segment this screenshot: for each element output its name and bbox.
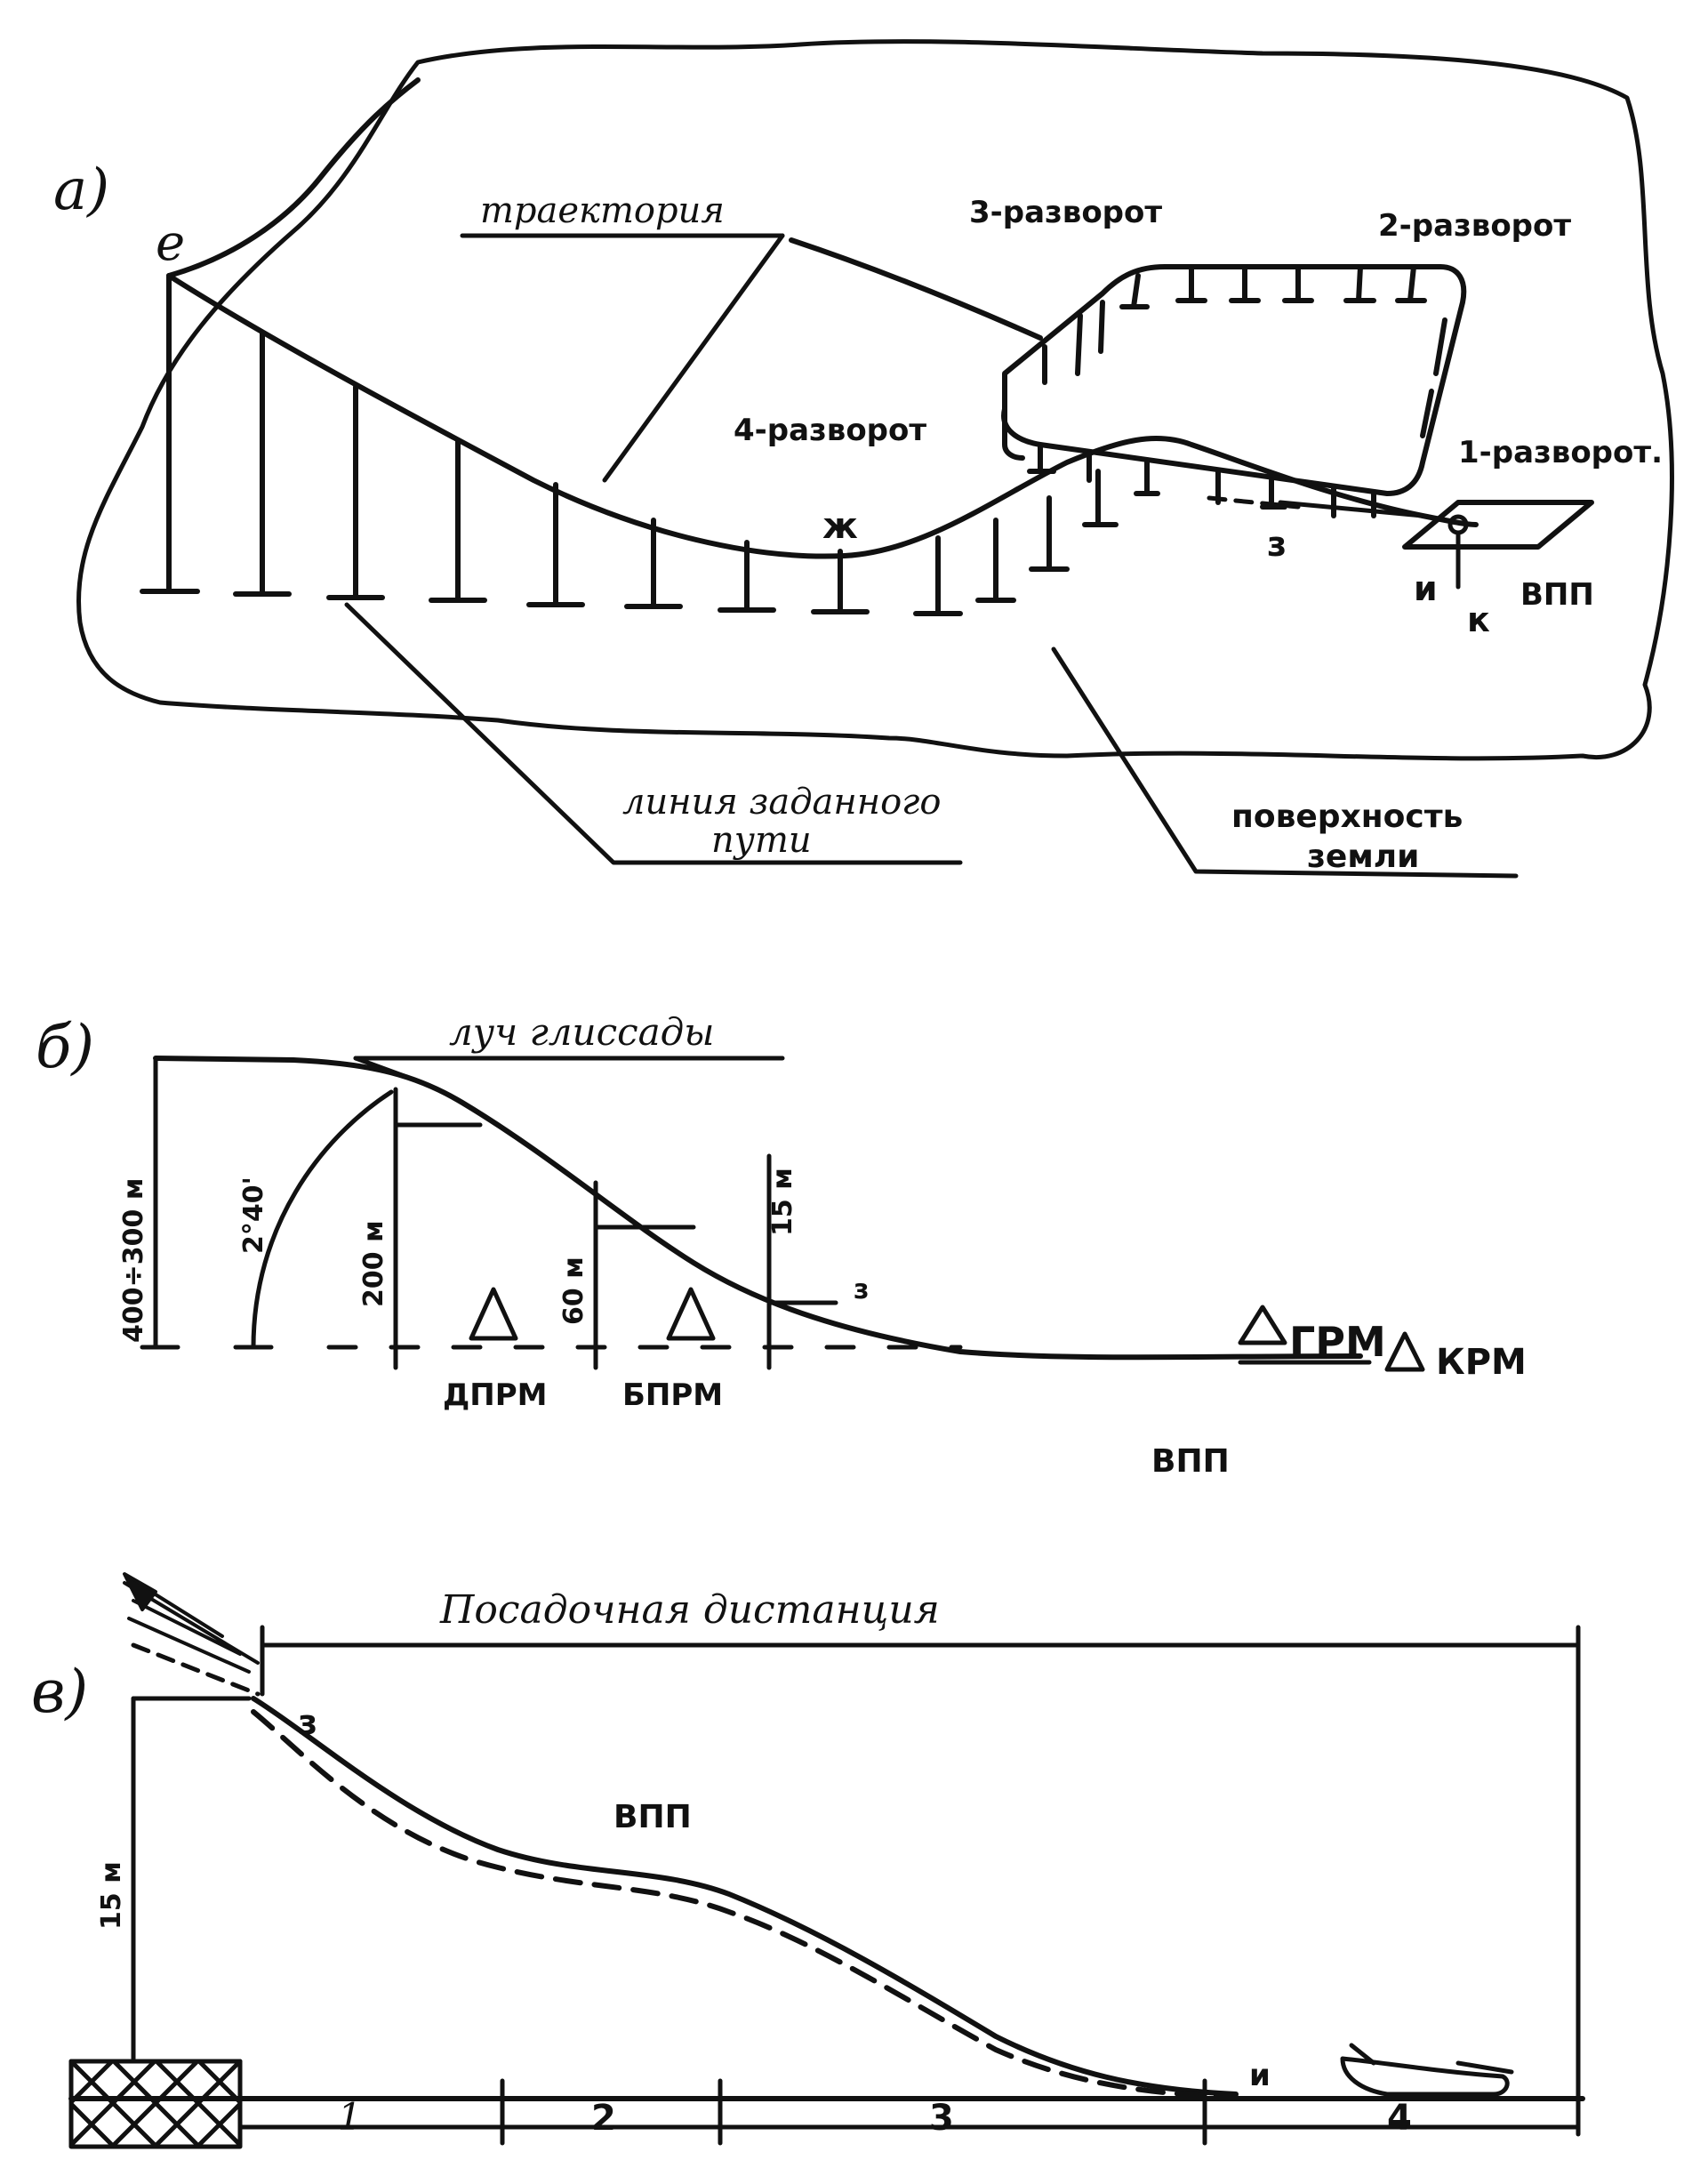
dprm-beacon <box>471 1289 516 1338</box>
point-z-b-label: з <box>854 1274 870 1305</box>
panel-a <box>53 42 1672 876</box>
height-label: 15 м <box>96 1861 127 1930</box>
descent-profile <box>156 1058 1360 1357</box>
trajectory-upper <box>791 240 1040 338</box>
krm-beacon <box>1387 1334 1423 1369</box>
path-label-2: пути <box>711 820 812 861</box>
runway-a-label: ВПП <box>1520 577 1594 613</box>
trajectory-label: траектория <box>480 190 725 231</box>
glide-beam-label: луч глиссады <box>449 1010 715 1054</box>
panel-a-letter: а) <box>53 157 110 223</box>
aircraft-end <box>1343 2045 1512 2094</box>
angle-arc <box>253 1092 391 1347</box>
landing-distance-label: Посадочная дистанция <box>440 1587 940 1633</box>
grm-label: ГРМ <box>1289 1318 1386 1366</box>
segment-1: 1 <box>338 2095 362 2139</box>
ground-hatch <box>71 2061 240 2147</box>
point-z-label: з <box>1267 525 1287 564</box>
point-zh-label: ж <box>822 506 858 547</box>
h200-label: 200 м <box>358 1220 389 1307</box>
turn-2-label: 2-разворот <box>1378 208 1572 244</box>
point-e-label: е <box>156 214 186 272</box>
dprm-label: ДПРМ <box>443 1377 548 1413</box>
turn-4-label: 4-разворот <box>734 413 927 448</box>
segment-4: 4 <box>1387 2098 1412 2139</box>
bprm-label: БПРМ <box>622 1377 724 1413</box>
panel-a-outline <box>78 42 1672 759</box>
surface-label-1: поверхность <box>1231 799 1463 835</box>
point-z-c-label: з <box>298 1703 318 1742</box>
aircraft-start <box>124 1574 258 1672</box>
turn-1-label: 1-разворот. <box>1458 435 1663 470</box>
panel-b <box>36 1010 1527 1480</box>
runway-c-label: ВПП <box>613 1799 692 1835</box>
segment-3: 3 <box>929 2098 954 2139</box>
alt-range-label: 400÷300 м <box>118 1177 149 1343</box>
turn-3-label: 3-разворот <box>969 195 1163 230</box>
panel-c-letter: в) <box>31 1658 89 1726</box>
point-k-label: к <box>1467 600 1490 639</box>
panel-c <box>31 1574 1583 2147</box>
runway-rect <box>1405 502 1592 547</box>
landing-profile <box>253 1698 1236 2094</box>
point-i-label: и <box>1414 569 1438 608</box>
point-i-c-label: и <box>1249 2058 1271 2093</box>
circuit-box <box>1004 267 1463 516</box>
angle-label: 2°40' <box>238 1176 269 1254</box>
bprm-beacon <box>669 1289 713 1338</box>
h60-label: 60 м <box>558 1257 589 1325</box>
runway-b-label: ВПП <box>1151 1443 1230 1480</box>
path-label-1: линия заданного <box>622 782 942 823</box>
panel-b-letter: б) <box>36 1013 95 1081</box>
surface-leader <box>1054 649 1516 876</box>
trajectory-approach <box>169 80 418 276</box>
surface-label-2: земли <box>1307 839 1420 875</box>
krm-label: КРМ <box>1436 1342 1527 1383</box>
landing-profile-dashed <box>253 1712 1236 2097</box>
h15-label: 15 м <box>767 1168 798 1236</box>
grm-beacon <box>1240 1307 1285 1343</box>
segment-2: 2 <box>591 2098 616 2139</box>
